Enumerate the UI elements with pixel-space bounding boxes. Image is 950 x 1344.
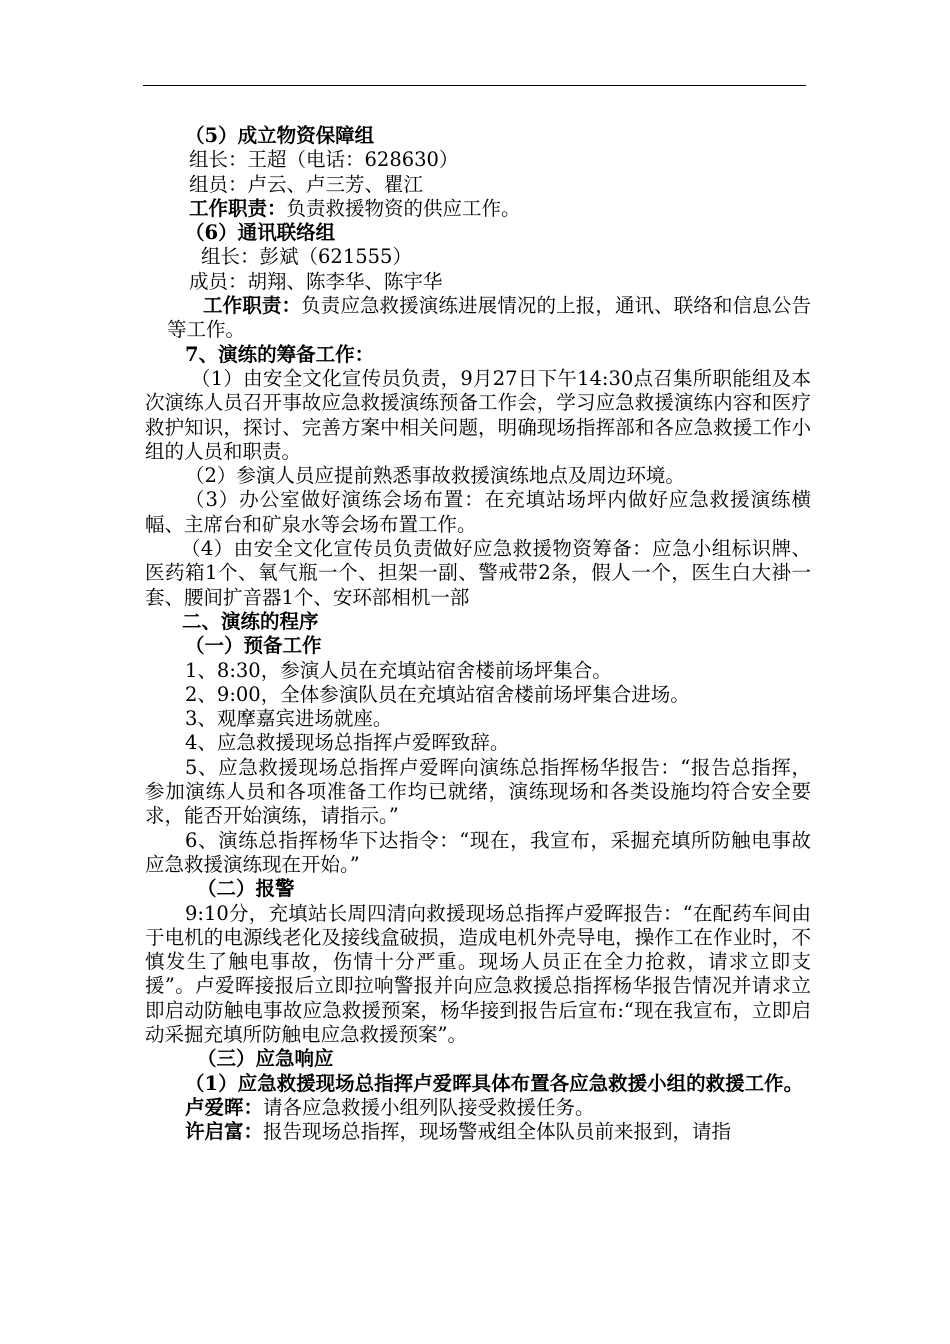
- leader-line: 组长：彭斌（621555）: [201, 245, 412, 269]
- response-title: （1）应急救援现场总指挥卢爱晖具体布置各应急救援小组的救援工作。: [185, 1071, 804, 1095]
- dialogue-line: [145, 1120, 811, 1144]
- list-item: 5、应急救援现场总指挥卢爱晖向演练总指挥杨华报告：“报告总指挥，参加演练人员和各项准备工作均已就绪，演练现场和各类设施均符合安全要求，能否开始演练，请指示。”: [145, 755, 811, 828]
- speech-text: 报告现场总指挥，现场警戒组全体队员前来报到，请指: [263, 1120, 732, 1144]
- duty-text: 负责应急救援演练进展情况的上报，通讯、联络和信息公告等工作。: [167, 294, 811, 342]
- subsection-title: （三）应急响应: [197, 1047, 334, 1071]
- speaker-name: 许启富：: [185, 1120, 264, 1144]
- prep-paragraph-3: （3）办公室做好演练会场布置：在充填站场坪内做好应急救援演练横幅、主席台和矿泉水等会场布置工作。: [145, 488, 811, 536]
- speech-text: 请各应急救援小组列队接受救援任务。: [263, 1095, 595, 1119]
- prep-paragraph-4: （4）由安全文化宣传员负责做好应急救援物资筹备：应急小组标识牌、医药箱1个、氧气瓶一个、担架一副、警戒带2条，假人一个，医生白大褂一套、腰间扩音器1个、安环部相机一部: [145, 537, 811, 609]
- members-line: 组员：卢云、卢三芳、瞿江: [189, 172, 424, 196]
- section-title: （6）通讯联络组: [185, 221, 336, 245]
- list-item: 1、8:30，参演人员在充填站宿舍楼前场坪集合。: [185, 658, 612, 682]
- header-rule: [143, 85, 806, 86]
- list-item: 2、9:00，全体参演队员在充填站宿舍楼前场坪集合进场。: [185, 682, 690, 706]
- prep-paragraph-1: （1）由安全文化宣传员负责，9月27日下午14:30点召集所职能组及本次演练人员召开事故应急救援演练预备工作会，学习应急救援演练内容和医疗救护知识，探讨、完善方案中相关问题，明确现场指挥部和各应急救援工作小组的人员和职责。: [145, 366, 811, 463]
- members-line: 成员：胡翔、陈李华、陈宇华: [189, 269, 443, 293]
- leader-line: 组长：王超（电话：628630）: [189, 148, 459, 172]
- subsection-title: （一）预备工作: [185, 634, 322, 658]
- duty-label: 工作职责：: [203, 294, 302, 318]
- list-item: 3、观摩嘉宾进场就座。: [185, 707, 393, 731]
- alarm-paragraph: 9:10分，充填站长周四清向救援现场总指挥卢爱晖报告：“在配药车间由于电机的电源线老化及接线盒破损，造成电机外壳导电，操作工在作业时，不慎发生了触电事故，伤情十分严重。现场人员正在全力抢救，请求立即支援”。卢爱晖接报后立即拉响警报并向应急救援总指挥杨华报告情况并请求立即启动防触电事故应急救援预案，杨华接到报告后宣布:“现在我宣布，立即启动采掘充填所防触电应急救援预案”。: [145, 901, 811, 1046]
- speaker-name: 卢爱晖：: [185, 1095, 264, 1119]
- list-item: 6、演练总指挥杨华下达指令：“现在，我宣布，采掘充填所防触电事故应急救援演练现在开始。”: [145, 828, 811, 876]
- duty-label: 工作职责：: [189, 196, 287, 220]
- chapter-title: 二、演练的程序: [182, 609, 319, 633]
- subsection-title: （二）报警: [197, 877, 295, 901]
- section-title: 7、演练的筹备工作：: [185, 342, 375, 366]
- document-body: [145, 124, 811, 1144]
- duty-paragraph: [145, 294, 811, 343]
- duty-text: 负责救援物资的供应工作。: [286, 196, 521, 220]
- prep-paragraph-2: （2）参演人员应提前熟悉事故救援演练地点及周边环境。: [185, 464, 685, 488]
- list-item: 4、应急救援现场总指挥卢爱晖致辞。: [185, 731, 510, 755]
- duty-line: [145, 197, 811, 221]
- section-title: （5）成立物资保障组: [185, 124, 375, 147]
- dialogue-line: [145, 1096, 811, 1120]
